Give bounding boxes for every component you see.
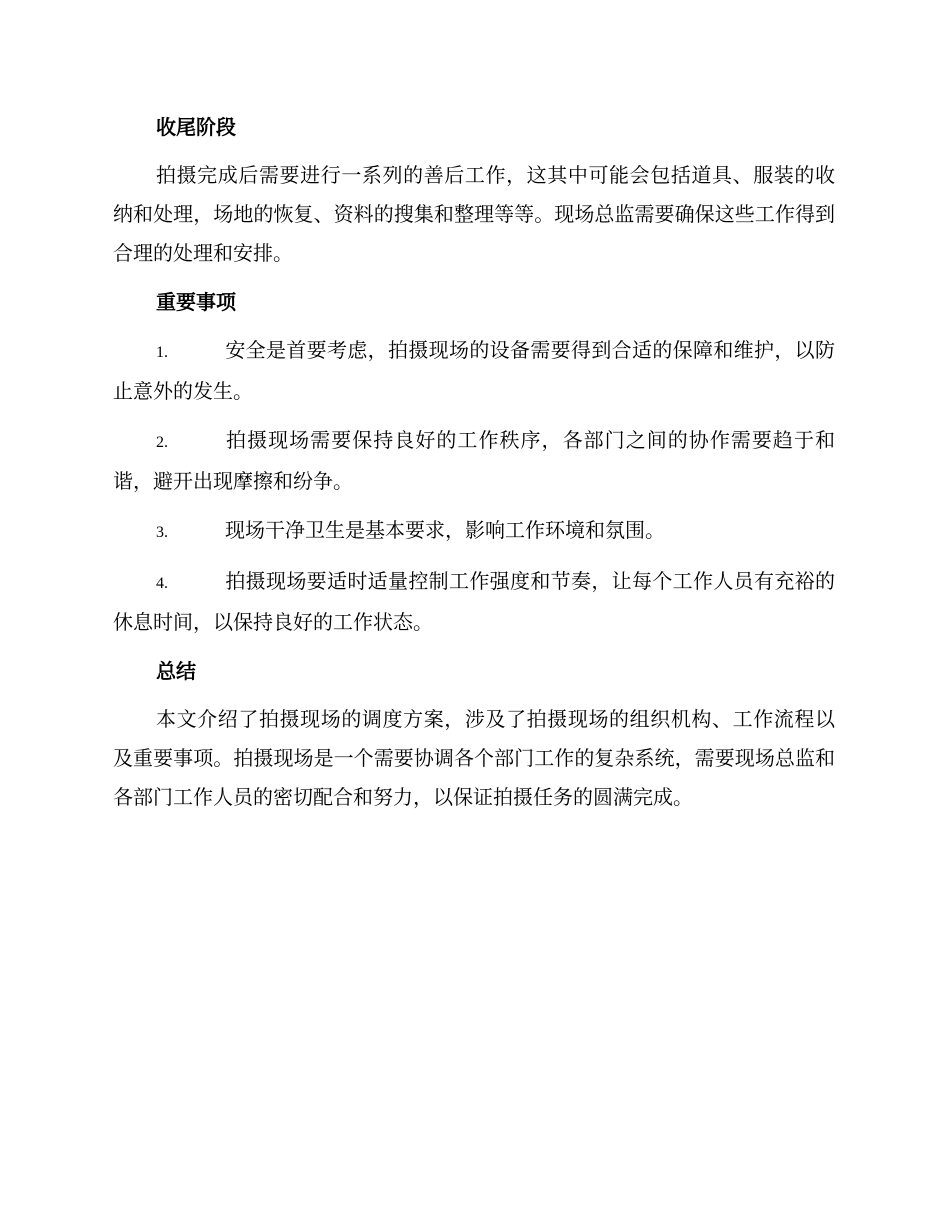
list-item	[113, 511, 835, 552]
section-paragraph-wrapup: 拍摄完成后需要进行一系列的善后工作，这其中可能会包括道具、服装的收纳和处理，场地的恢复、资料的搜集和整理等等。现场总监需要确保这些工作得到合理的处理和安排。	[113, 163, 835, 265]
section-heading-important-notes: 重要事项	[156, 290, 236, 314]
list-item-number: 3.	[156, 524, 168, 541]
document-page	[113, 108, 835, 827]
list-item-text: 安全是首要考虑，拍摄现场的设备需要得到合适的保障和维护，以防止意外的发生。	[113, 338, 835, 403]
list-item	[113, 421, 835, 501]
list-item-number: 1.	[156, 344, 168, 361]
list-item-number: 4.	[156, 575, 168, 592]
section-heading-wrapup: 收尾阶段	[156, 115, 236, 139]
list-item-text: 现场干净卫生是基本要求，影响工作环境和氛围。	[225, 518, 665, 542]
list-item-number: 2.	[156, 434, 168, 451]
list-item-text: 拍摄现场需要保持良好的工作秩序，各部门之间的协作需要趋于和谐，避开出现摩擦和纷争。	[113, 428, 835, 493]
section-paragraph-summary: 本文介绍了拍摄现场的调度方案，涉及了拍摄现场的组织机构、工作流程以及重要事项。拍摄现场是一个需要协调各个部门工作的复杂系统，需要现场总监和各部门工作人员的密切配合和努力，以保证拍摄任务的圆满完成。	[113, 707, 835, 809]
list-item-text: 拍摄现场要适时适量控制工作强度和节奏，让每个工作人员有充裕的休息时间，以保持良好的工作状态。	[113, 569, 835, 634]
list-item	[113, 331, 835, 411]
list-item	[113, 562, 835, 642]
section-heading-summary: 总结	[156, 659, 196, 683]
